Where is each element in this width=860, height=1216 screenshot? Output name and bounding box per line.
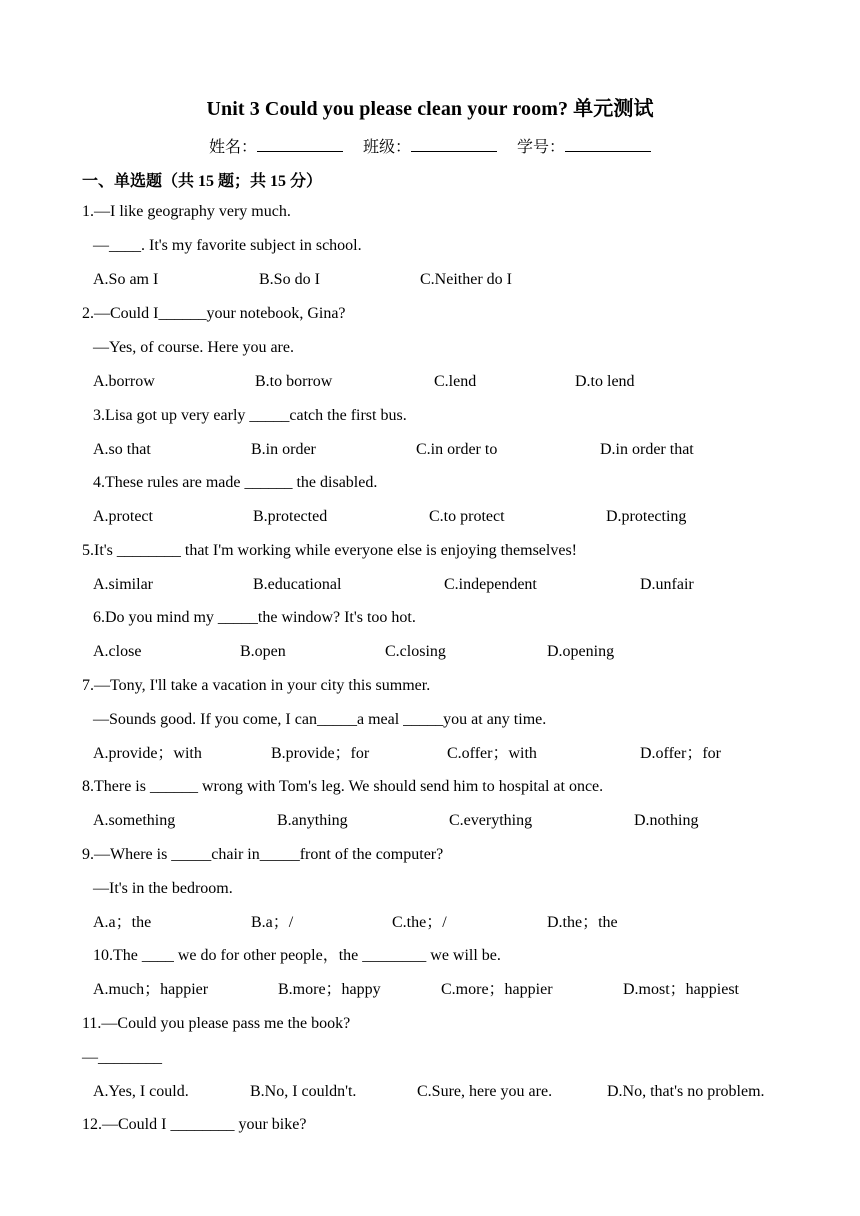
option[interactable]: C.to protect <box>429 508 505 525</box>
option[interactable]: B.So do I <box>259 271 320 288</box>
page-title: Unit 3 Could you please clean your room? 单元测试 <box>206 98 654 120</box>
option[interactable]: A.provide；with <box>93 745 202 762</box>
option[interactable]: C.closing <box>385 643 446 660</box>
option[interactable]: C.in order to <box>416 441 498 458</box>
question-stem: —________ <box>82 1049 162 1066</box>
name-blank[interactable] <box>257 137 343 152</box>
option[interactable]: D.unfair <box>640 576 694 593</box>
option[interactable]: D.opening <box>547 643 615 660</box>
option[interactable]: D.No, that's no problem. <box>607 1083 765 1100</box>
question-stem: 11.—Could you please pass me the book? <box>82 1015 351 1032</box>
option[interactable]: A.Yes, I could. <box>93 1083 189 1100</box>
question-stem: 9.—Where is _____chair in_____front of the computer? <box>82 846 444 863</box>
option[interactable]: D.the；the <box>547 914 618 931</box>
question-stem: —Sounds good. If you come, I can_____a meal _____you at any time. <box>93 711 547 728</box>
question-stem: —____. It's my favorite subject in school. <box>93 237 362 254</box>
question-stem: —It's in the bedroom. <box>93 880 233 897</box>
option[interactable]: D.offer；for <box>640 745 722 762</box>
option[interactable]: C.lend <box>434 373 477 390</box>
option[interactable]: C.independent <box>444 576 537 593</box>
student-info-row <box>0 134 860 157</box>
option[interactable]: B.anything <box>277 812 348 829</box>
question-stem: 7.—Tony, I'll take a vacation in your city this summer. <box>82 677 431 694</box>
option[interactable]: A.protect <box>93 508 153 525</box>
option[interactable]: B.to borrow <box>255 373 333 390</box>
option[interactable]: A.similar <box>93 576 153 593</box>
question-stem: 3.Lisa got up very early _____catch the first bus. <box>93 407 407 424</box>
question-stem: 6.Do you mind my _____the window? It's too hot. <box>93 609 416 626</box>
question-stem: 12.—Could I ________ your bike? <box>82 1116 307 1133</box>
question-stem: 4.These rules are made ______ the disabled. <box>93 474 378 491</box>
option[interactable]: A.so that <box>93 441 151 458</box>
option[interactable]: A.So am I <box>93 271 159 288</box>
option[interactable]: B.educational <box>253 576 342 593</box>
option[interactable]: C.offer；with <box>447 745 537 762</box>
question-stem: —Yes, of course. Here you are. <box>93 339 294 356</box>
class-label: 班级： <box>362 139 411 156</box>
question-stem: 1.—I like geography very much. <box>82 203 291 220</box>
option[interactable]: A.close <box>93 643 142 660</box>
option[interactable]: C.the；/ <box>392 914 447 931</box>
option[interactable]: C.everything <box>449 812 533 829</box>
option[interactable]: B.No, I couldn't. <box>250 1083 357 1100</box>
id-field[interactable] <box>517 134 651 157</box>
option[interactable]: C.Sure, here you are. <box>417 1083 553 1100</box>
option[interactable]: C.Neither do I <box>420 271 512 288</box>
option[interactable]: A.a；the <box>93 914 152 931</box>
question-stem: 10.The ____ we do for other people，the ________ we will be. <box>93 947 501 964</box>
option[interactable]: B.open <box>240 643 286 660</box>
option[interactable]: A.borrow <box>93 373 155 390</box>
name-label: 姓名： <box>208 139 257 156</box>
id-blank[interactable] <box>565 137 651 152</box>
question-stem: 2.—Could I______your notebook, Gina? <box>82 305 346 322</box>
class-blank[interactable] <box>411 137 497 152</box>
id-label: 学号： <box>517 139 566 156</box>
option[interactable]: D.protecting <box>606 508 687 525</box>
name-field[interactable] <box>209 134 343 157</box>
option[interactable]: B.a；/ <box>251 914 294 931</box>
option[interactable]: B.in order <box>251 441 316 458</box>
option[interactable]: A.much；happier <box>93 981 209 998</box>
option[interactable]: D.in order that <box>600 441 694 458</box>
option[interactable]: C.more；happier <box>441 981 553 998</box>
class-field[interactable] <box>363 134 497 157</box>
option[interactable]: B.protected <box>253 508 328 525</box>
question-stem: 8.There is ______ wrong with Tom's leg. We should send him to hospital at once. <box>82 778 604 795</box>
option[interactable]: D.to lend <box>575 373 635 390</box>
option[interactable]: B.more；happy <box>278 981 381 998</box>
option[interactable]: A.something <box>93 812 176 829</box>
option[interactable]: B.provide；for <box>271 745 370 762</box>
option[interactable]: D.nothing <box>634 812 699 829</box>
section-heading: 一、单选题（共 15 题；共 15 分） <box>82 173 323 190</box>
question-stem: 5.It's ________ that I'm working while everyone else is enjoying themselves! <box>82 542 577 559</box>
option[interactable]: D.most；happiest <box>623 981 739 998</box>
